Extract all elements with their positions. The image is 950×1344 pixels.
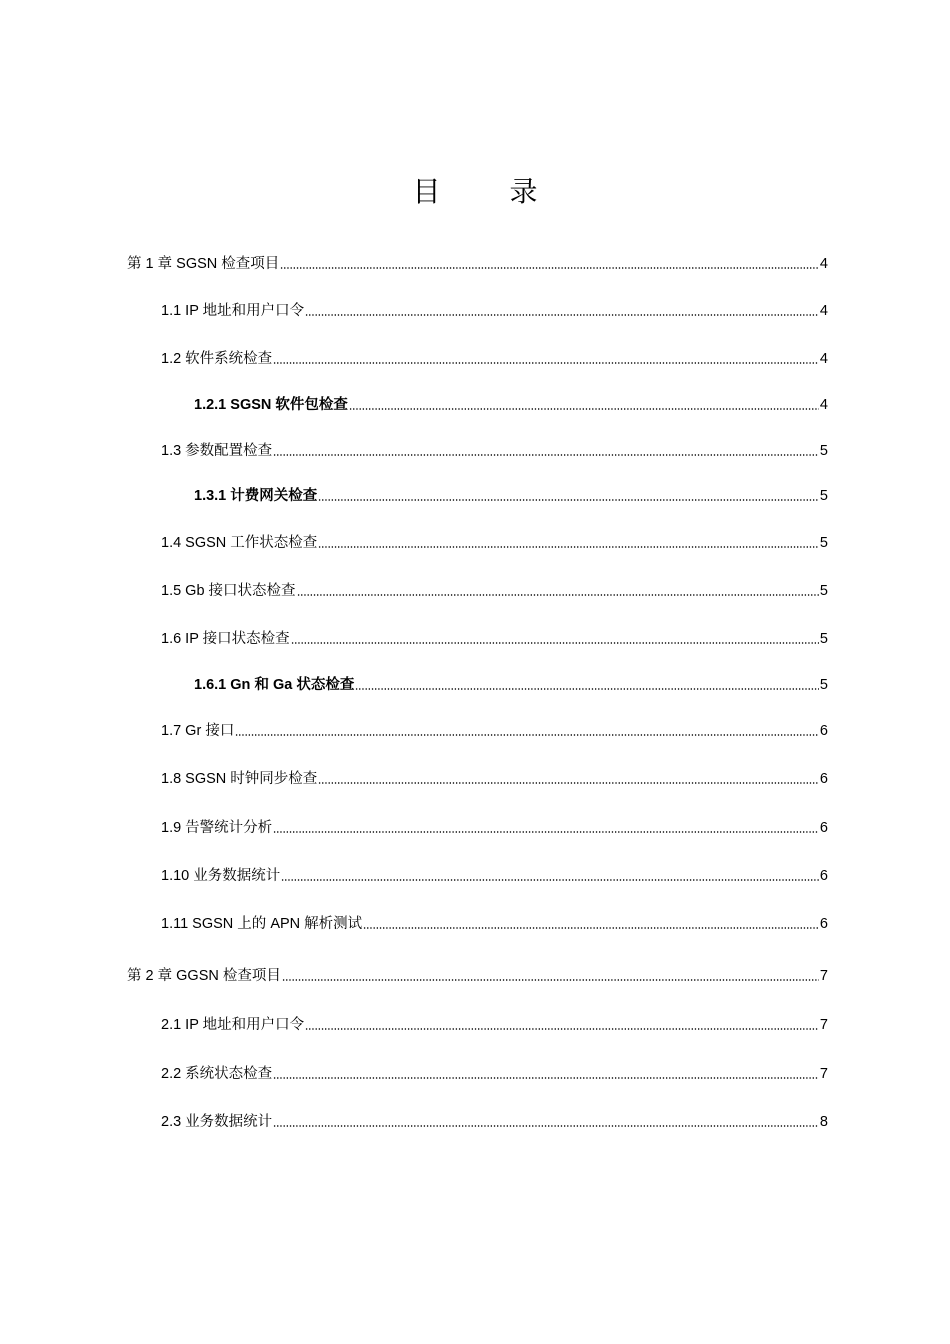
toc-entry-page: 6 <box>819 820 828 836</box>
toc-leader-dots <box>305 314 819 316</box>
toc-entry-1-10[interactable] <box>161 866 828 886</box>
toc-entry-label: 1.7 Gr 接口 <box>161 723 235 739</box>
toc-entry-label: 1.3.1 计费网关检查 <box>194 488 318 504</box>
toc-entry-page: 6 <box>819 771 828 787</box>
toc-entry-1-2-1[interactable] <box>194 395 828 415</box>
toc-entry-label: 1.5 Gb 接口状态检查 <box>161 583 296 599</box>
toc-leader-dots <box>363 927 819 929</box>
toc-entry-1-2[interactable] <box>161 349 828 369</box>
toc-entry-1-3-1[interactable] <box>194 486 828 506</box>
toc-entry-1-9[interactable] <box>161 818 828 838</box>
toc-entry-chapter-2[interactable] <box>127 966 828 986</box>
toc-entry-page: 6 <box>819 916 828 932</box>
toc-entry-page: 7 <box>819 1066 828 1082</box>
toc-entry-label: 2.2 系统状态检查 <box>161 1066 273 1082</box>
toc-entry-label: 2.1 IP 地址和用户口令 <box>161 1017 305 1033</box>
toc-entry-1-6-1[interactable] <box>194 675 828 695</box>
toc-entry-page: 6 <box>819 868 828 884</box>
toc-leader-dots <box>273 362 819 364</box>
toc-entry-1-8[interactable] <box>161 769 828 789</box>
toc-entry-page: 5 <box>819 535 828 551</box>
toc-leader-dots <box>318 499 819 501</box>
toc-entry-page: 5 <box>819 631 828 647</box>
toc-entry-page: 5 <box>819 443 828 459</box>
toc-entry-label: 1.2 软件系统检查 <box>161 351 273 367</box>
toc-leader-dots <box>273 831 819 833</box>
toc-leader-dots <box>291 642 819 644</box>
toc-leader-dots <box>305 1028 819 1030</box>
toc-leader-dots <box>273 1125 819 1127</box>
toc-entry-page: 4 <box>819 303 828 319</box>
toc-entry-label: 1.9 告警统计分析 <box>161 820 273 836</box>
toc-entry-chapter-1[interactable] <box>127 254 828 274</box>
toc-leader-dots <box>281 879 819 881</box>
toc-entry-2-2[interactable] <box>161 1064 828 1084</box>
toc-entry-label: 1.1 IP 地址和用户口令 <box>161 303 305 319</box>
toc-entry-2-1[interactable] <box>161 1015 828 1035</box>
toc-leader-dots <box>280 267 819 269</box>
toc-entry-label: 1.3 参数配置检查 <box>161 443 273 459</box>
toc-entry-1-1[interactable] <box>161 301 828 321</box>
toc-leader-dots <box>282 979 819 981</box>
toc-entry-label: 1.11 SGSN 上的 APN 解析测试 <box>161 916 363 932</box>
toc-entry-1-5[interactable] <box>161 581 828 601</box>
toc-leader-dots <box>349 408 819 410</box>
toc-entry-page: 7 <box>819 1017 828 1033</box>
toc-entry-label: 1.6 IP 接口状态检查 <box>161 631 290 647</box>
toc-leader-dots <box>355 688 819 690</box>
toc-entry-label: 1.8 SGSN 时钟同步检查 <box>161 771 318 787</box>
toc-entry-label: 1.2.1 SGSN 软件包检查 <box>194 397 348 413</box>
toc-leader-dots <box>297 594 819 596</box>
toc-entry-page: 6 <box>819 723 828 739</box>
toc-leader-dots <box>318 782 819 784</box>
toc-entry-label: 1.4 SGSN 工作状态检查 <box>161 535 318 551</box>
toc-entry-page: 5 <box>819 583 828 599</box>
toc-entry-page: 7 <box>819 968 828 984</box>
toc-entry-label: 1.6.1 Gn 和 Ga 状态检查 <box>194 677 355 693</box>
toc-entry-1-11[interactable] <box>161 914 828 934</box>
toc-entry-label: 第 1 章 SGSN 检查项目 <box>127 256 280 272</box>
toc-leader-dots <box>318 546 819 548</box>
toc-entry-page: 4 <box>819 256 828 272</box>
toc-entry-page: 5 <box>819 677 828 693</box>
toc-entry-page: 4 <box>819 397 828 413</box>
toc-entry-label: 1.10 业务数据统计 <box>161 868 281 884</box>
toc-entry-1-3[interactable] <box>161 441 828 461</box>
toc-entry-1-7[interactable] <box>161 721 828 741</box>
toc-leader-dots <box>235 734 819 736</box>
toc-title: 目 录 <box>412 175 568 208</box>
toc-entry-page: 8 <box>819 1114 828 1130</box>
toc-entry-1-4[interactable] <box>161 533 828 553</box>
toc-entry-page: 5 <box>819 488 828 504</box>
toc-entry-1-6[interactable] <box>161 629 828 649</box>
toc-entry-label: 2.3 业务数据统计 <box>161 1114 273 1130</box>
toc-leader-dots <box>273 454 819 456</box>
toc-entry-2-3[interactable] <box>161 1112 828 1132</box>
toc-leader-dots <box>273 1077 819 1079</box>
toc-entry-page: 4 <box>819 351 828 367</box>
toc-entry-label: 第 2 章 GGSN 检查项目 <box>127 968 281 984</box>
